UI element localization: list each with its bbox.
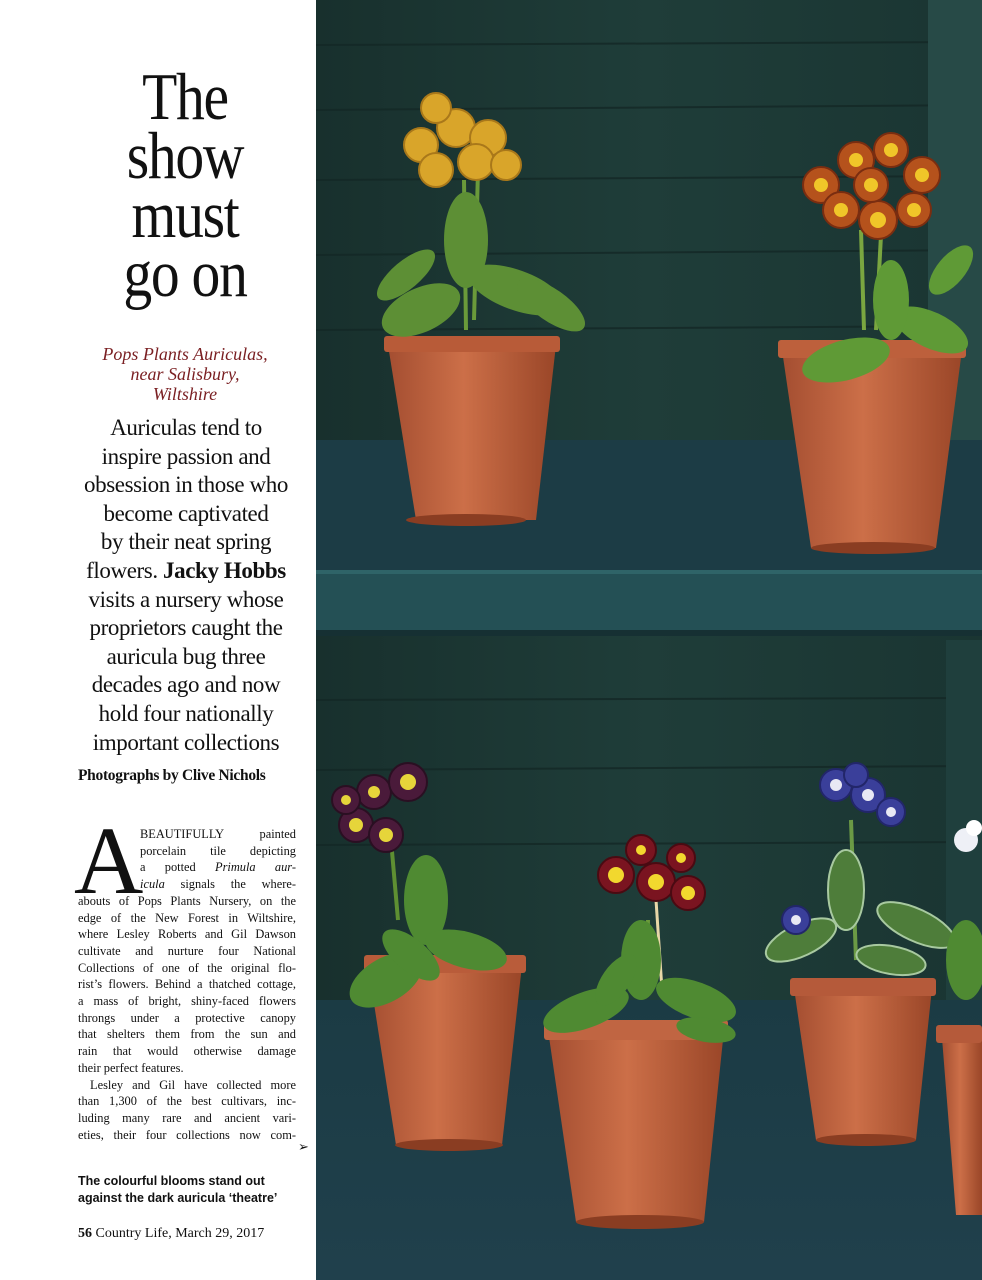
folio	[78, 1226, 264, 1242]
body-line: luding many rare and ancient vari-	[78, 1110, 296, 1125]
standfirst-line: visits a nursery whose	[88, 586, 284, 612]
standfirst-line: auricula bug three	[106, 643, 266, 669]
photo-caption	[78, 1173, 310, 1206]
article-location	[70, 344, 300, 404]
location-line: Pops Plants Auriculas,	[102, 344, 268, 364]
standfirst-line: important collections	[92, 729, 280, 755]
body-line: icula signals the where-	[140, 877, 296, 892]
body-line: BEAUTIFULLY painted	[140, 827, 296, 841]
title-line: must	[131, 178, 239, 252]
body-line: a mass of bright, shiny-faced flowers	[78, 994, 296, 1009]
continue-arrow-icon: ➢	[298, 1140, 309, 1155]
text-column	[0, 0, 316, 1280]
terracotta-pot	[548, 1030, 724, 1222]
body-line: porcelain tile depicting	[140, 843, 296, 858]
location-line: Wiltshire	[152, 384, 218, 404]
body-line: than 1,300 of the best cultivars, inc-	[78, 1094, 296, 1109]
terracotta-pot	[794, 988, 932, 1140]
terracotta-pot	[388, 345, 556, 520]
standfirst-line: by their neat spring	[100, 529, 272, 555]
body-line: eties, their four collections now com-	[78, 1127, 296, 1142]
body-line: rain that would otherwise damage	[78, 1044, 296, 1059]
caption-line: The colourful blooms stand out	[78, 1174, 265, 1188]
standfirst-line-with-author	[58, 557, 314, 586]
body-line: their perfect features.	[78, 1060, 184, 1075]
shelf-edge	[316, 570, 982, 634]
body-line: Collections of one of the original flo-	[78, 960, 296, 975]
standfirst-line: become captivated	[103, 500, 269, 526]
body-line: a potted Primula aur-	[140, 860, 296, 875]
standfirst-line: hold four nationally	[98, 700, 274, 726]
body-line: that shelters them from the sun and	[78, 1027, 296, 1042]
page-number: 56	[78, 1226, 92, 1241]
body-line: abouts of Pops Plants Nursery, on the	[78, 893, 296, 908]
photo-credit: Photographs by Clive Nichols	[78, 767, 266, 784]
standfirst-line: inspire passion and	[101, 443, 271, 469]
standfirst-line: Auriculas tend to	[110, 415, 262, 440]
drop-cap: A	[74, 807, 144, 914]
standfirst-line: proprietors caught the	[89, 615, 283, 641]
body-line: where Lesley Roberts and Gil Dawson	[78, 927, 296, 942]
photo-illustration	[316, 0, 982, 1280]
body-line: cultivate and nurture four National	[78, 943, 296, 958]
title-line: The	[142, 60, 228, 134]
body-line: edge of the New Forest in Wiltshire,	[78, 910, 296, 925]
article-title	[78, 60, 293, 311]
body-line: throngs under a protective canopy	[78, 1010, 296, 1025]
author-name: Jacky Hobbs	[163, 557, 286, 583]
terracotta-pot	[782, 350, 962, 548]
auricula-theatre-photo	[316, 0, 982, 1280]
standfirst	[58, 414, 314, 757]
standfirst-line: obsession in those who	[84, 472, 288, 498]
body-text	[78, 826, 296, 1143]
standfirst-line: decades ago and now	[91, 672, 281, 698]
caption-line: against the dark auricula ‘theatre’	[78, 1190, 278, 1205]
body-line: Lesley and Gil have collected more	[90, 1077, 296, 1092]
standfirst-line: flowers.	[86, 557, 158, 583]
title-line: show	[126, 119, 244, 193]
body-line: rist’s flowers. Behind a thatched cottage,	[78, 977, 296, 992]
publication-date: Country Life, March 29, 2017	[95, 1226, 265, 1241]
title-line: go on	[123, 237, 247, 311]
location-line: near Salisbury,	[130, 364, 240, 384]
